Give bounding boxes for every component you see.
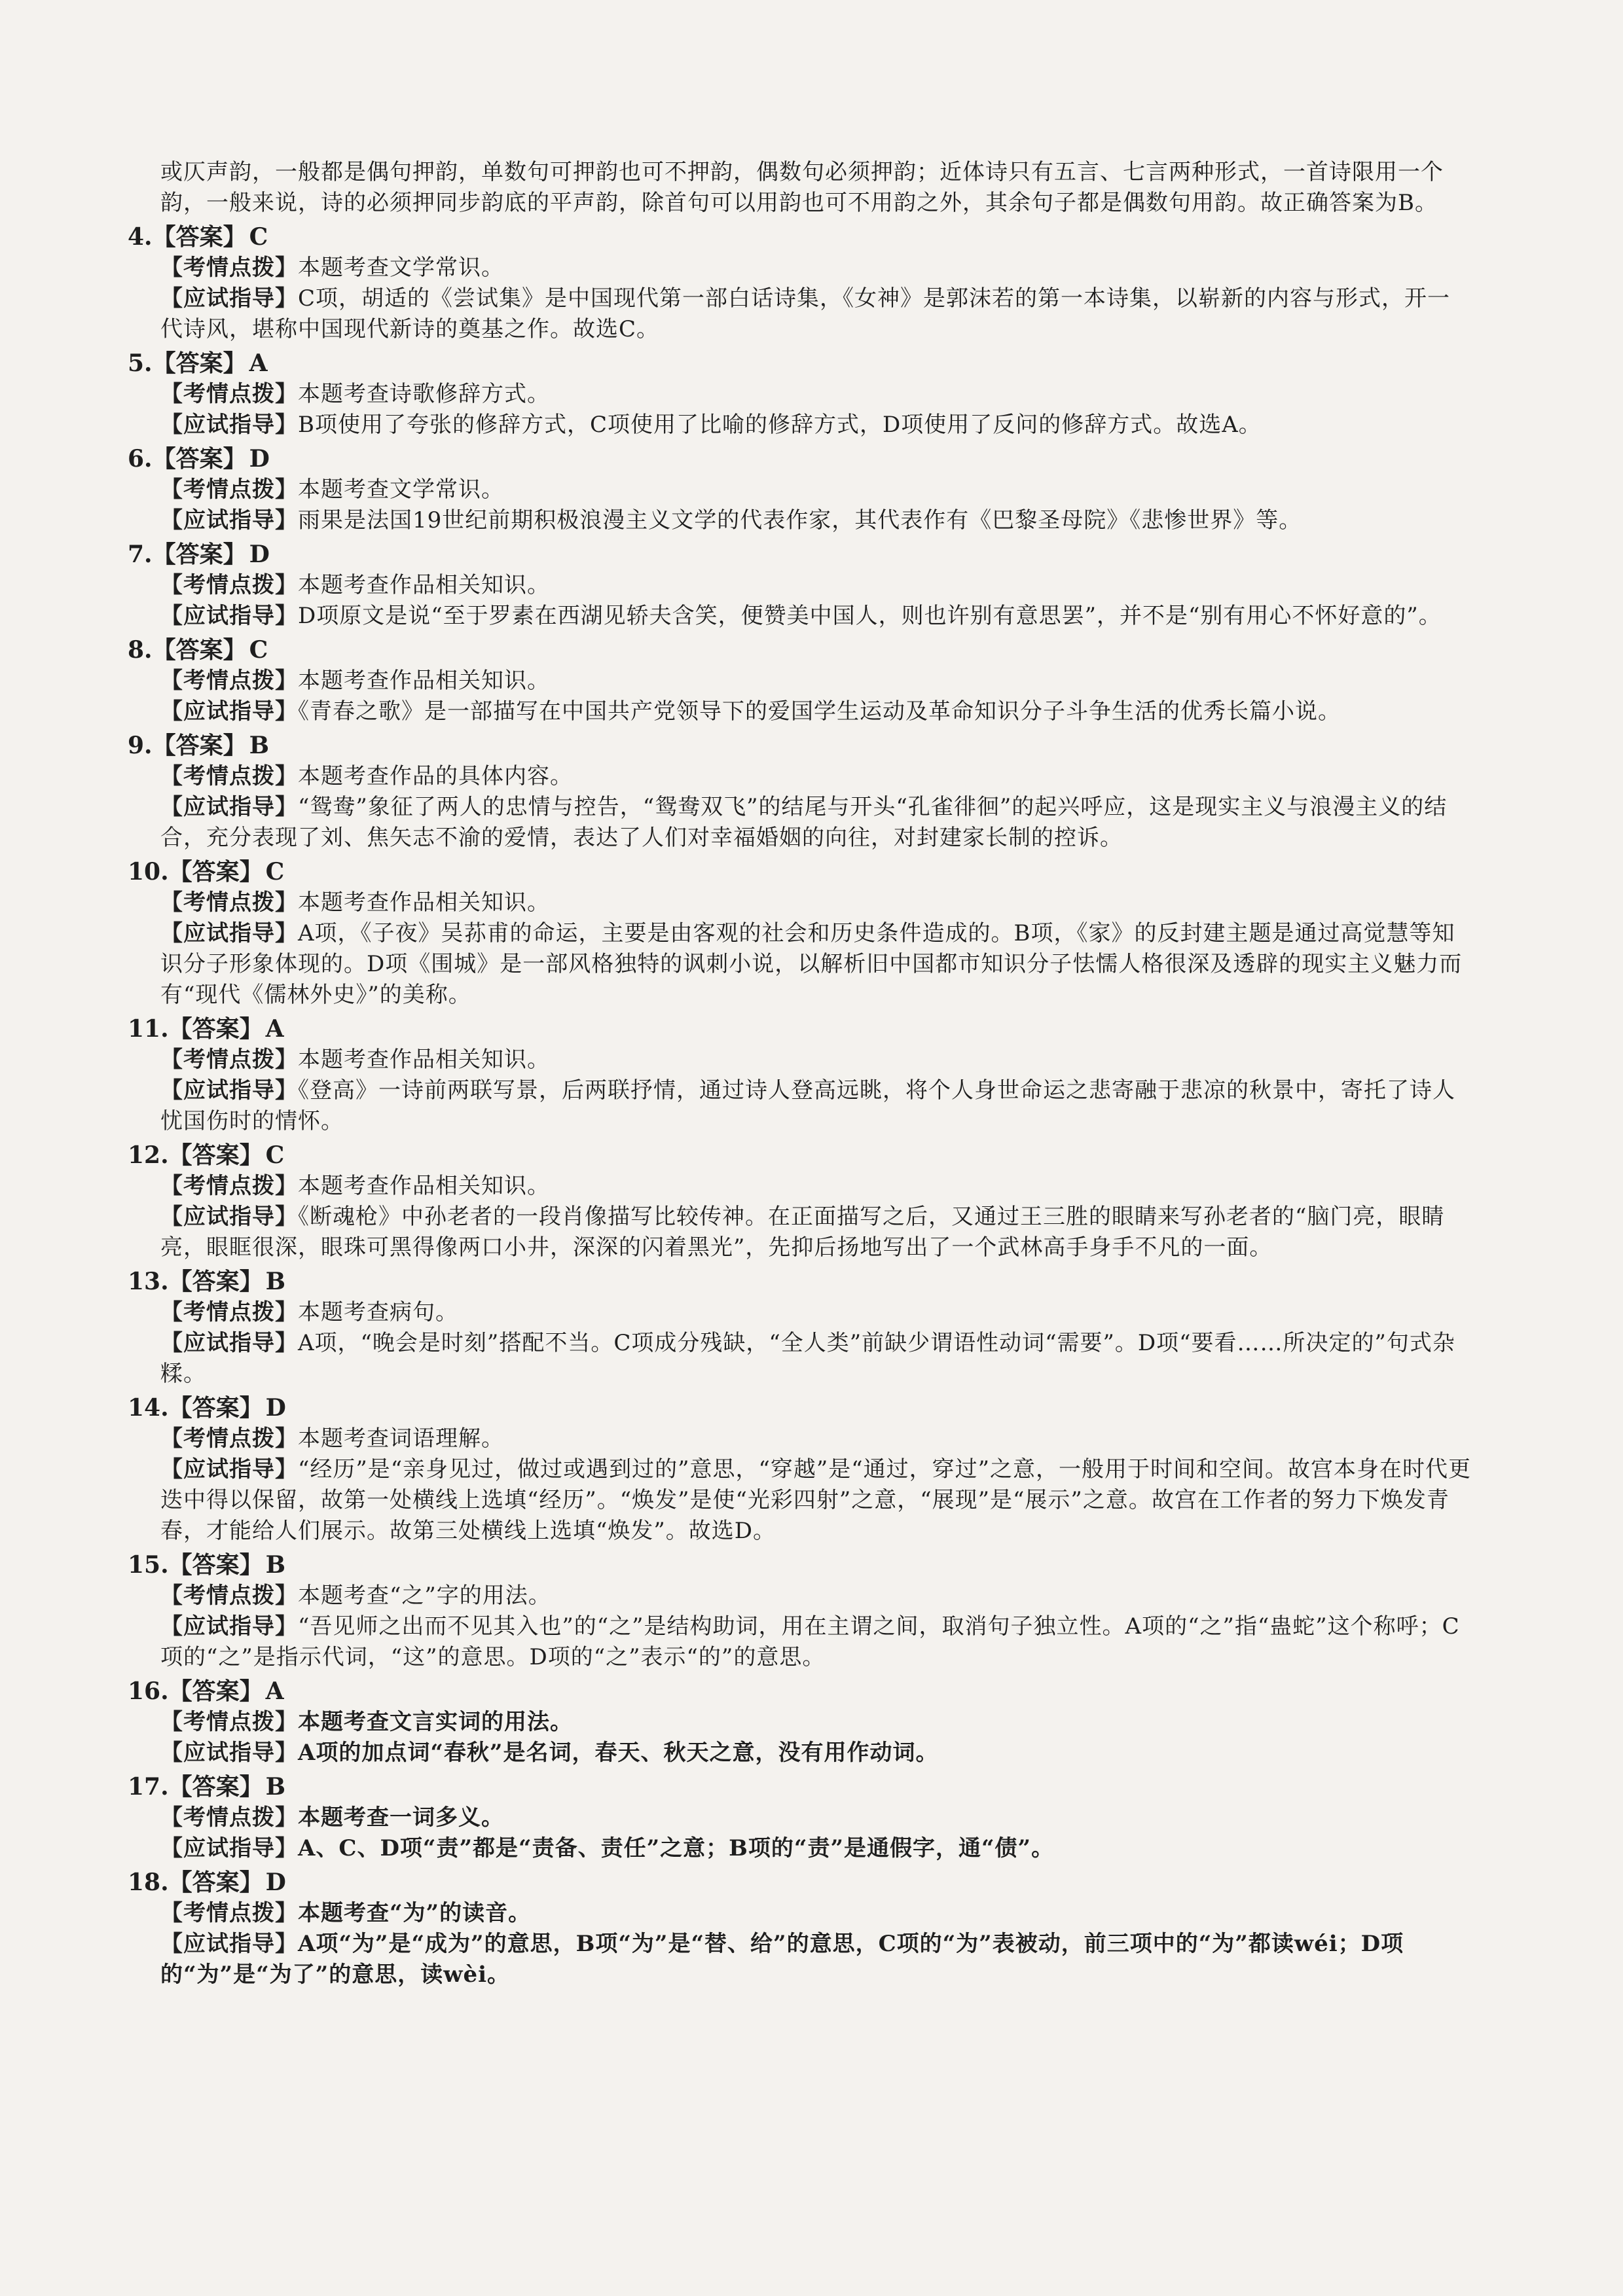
- guidance-label: 【应试指导】: [160, 920, 298, 946]
- answer-line: [128, 221, 1472, 253]
- exam-point-label: 【考情点拨】: [160, 889, 298, 916]
- answer-value: B: [265, 1551, 286, 1579]
- answer-label: 【答案】: [168, 1551, 263, 1579]
- guidance-row: [128, 792, 1472, 853]
- question-number: 17.: [128, 1773, 169, 1801]
- guidance-text: A项“为”是“成为”的意思，B项“为”是“替、给”的意思，C项的“为”表被动，前三项中的“为”都读wéi；D项的“为”是“为了”的意思，读wèi。: [160, 1931, 1404, 1988]
- exam-point-row: [128, 1171, 1472, 1202]
- guidance-text: A项的加点词“春秋”是名词，春天、秋天之意，没有用作动词。: [298, 1740, 939, 1766]
- answer-value: C: [249, 223, 268, 251]
- answer-value: B: [265, 1773, 286, 1801]
- answer-list: [128, 221, 1472, 1990]
- question-number: 8.: [128, 636, 153, 664]
- answer-label: 【答案】: [152, 732, 247, 759]
- answer-value: D: [249, 541, 270, 568]
- exam-point-row: [128, 379, 1472, 410]
- guidance-label: 【应试指导】: [160, 1456, 298, 1482]
- answer-line: [128, 1013, 1472, 1045]
- answer-item: [128, 730, 1472, 853]
- question-number: 14.: [128, 1394, 169, 1422]
- answer-label: 【答案】: [168, 1869, 263, 1896]
- question-number: 16.: [128, 1677, 169, 1705]
- guidance-label: 【应试指导】: [160, 1740, 298, 1766]
- intro-text: 或仄声韵，一般都是偶句押韵，单数句可押韵也可不押韵，偶数句必须押韵；近体诗只有五言、七言两种形式，一首诗限用一个韵，一般来说，诗的必须押同步韵底的平声韵，除首句可以用韵也可不用韵之外，其余句子都是偶数句用韵。故正确答案为B。: [160, 159, 1444, 216]
- guidance-row: [128, 1929, 1472, 1990]
- guidance-label: 【应试指导】: [160, 285, 298, 312]
- guidance-text: A、C、D项“责”都是“责备、责任”之意；B项的“责”是通假字，通“债”。: [298, 1835, 1055, 1861]
- answer-label: 【答案】: [152, 350, 247, 377]
- answer-value: B: [249, 732, 270, 759]
- guidance-row: [128, 505, 1472, 536]
- question-number: 5.: [128, 350, 153, 377]
- answer-line: [128, 443, 1472, 475]
- exam-point-label: 【考情点拨】: [160, 381, 298, 407]
- exam-point-text: 本题考查作品相关知识。: [298, 1173, 550, 1199]
- answer-item: [128, 1013, 1472, 1137]
- answer-line: [128, 1867, 1472, 1898]
- answer-label: 【答案】: [152, 636, 247, 664]
- exam-point-text: 本题考查作品相关知识。: [298, 668, 550, 694]
- answer-item: [128, 1139, 1472, 1263]
- exam-point-text: 本题考查作品相关知识。: [298, 889, 550, 916]
- guidance-label: 【应试指导】: [160, 1835, 298, 1861]
- exam-point-text: 本题考查作品相关知识。: [298, 572, 550, 598]
- answer-label: 【答案】: [168, 1268, 263, 1295]
- guidance-text: 《青春之歌》是一部描写在中国共产党领导下的爱国学生运动及革命知识分子斗争生活的优秀长篇小说。: [298, 698, 1341, 725]
- answer-line: [128, 730, 1472, 761]
- guidance-row: [128, 918, 1472, 1011]
- exam-point-label: 【考情点拨】: [160, 668, 298, 694]
- exam-point-label: 【考情点拨】: [160, 1804, 298, 1831]
- exam-point-text: 本题考查作品的具体内容。: [298, 763, 573, 789]
- guidance-row: [128, 1611, 1472, 1673]
- exam-point-text: 本题考查作品相关知识。: [298, 1047, 550, 1073]
- exam-point-label: 【考情点拨】: [160, 1299, 298, 1325]
- guidance-label: 【应试指导】: [160, 794, 298, 820]
- answer-item: [128, 348, 1472, 440]
- answer-line: [128, 539, 1472, 570]
- guidance-label: 【应试指导】: [160, 507, 298, 533]
- exam-point-row: [128, 253, 1472, 283]
- exam-point-row: [128, 570, 1472, 601]
- guidance-row: [128, 410, 1472, 440]
- guidance-text: A项，《子夜》吴荪甫的命运，主要是由客观的社会和历史条件造成的。B项，《家》的反封建主题是通过高觉慧等知识分子形象体现的。D项《围城》是一部风格独特的讽刺小说，以解析旧中国都市知识分子怯懦人格很深及透辟的现实主义魅力而有“现代《儒林外史》”的美称。: [160, 920, 1463, 1008]
- answer-value: A: [249, 350, 268, 377]
- answer-value: D: [265, 1394, 286, 1422]
- exam-point-row: [128, 1424, 1472, 1454]
- answer-line: [128, 634, 1472, 666]
- guidance-row: [128, 1202, 1472, 1263]
- guidance-row: [128, 1454, 1472, 1547]
- answer-label: 【答案】: [168, 1394, 263, 1422]
- guidance-row: [128, 283, 1472, 345]
- guidance-label: 【应试指导】: [160, 1077, 298, 1103]
- exam-point-label: 【考情点拨】: [160, 1709, 298, 1735]
- answer-item: [128, 634, 1472, 727]
- guidance-label: 【应试指导】: [160, 603, 298, 629]
- answer-item: [128, 1266, 1472, 1390]
- exam-point-text: 本题考查文学常识。: [298, 255, 504, 281]
- exam-point-label: 【考情点拨】: [160, 1900, 298, 1926]
- exam-point-text: 本题考查病句。: [298, 1299, 458, 1325]
- guidance-text: B项使用了夸张的修辞方式，C项使用了比喻的修辞方式，D项使用了反问的修辞方式。故选A。: [298, 412, 1262, 438]
- exam-point-text: 本题考查文学常识。: [298, 476, 504, 503]
- guidance-row: [128, 1328, 1472, 1390]
- exam-point-text: 本题考查“为”的读音。: [298, 1900, 532, 1926]
- exam-point-label: 【考情点拨】: [160, 1173, 298, 1199]
- guidance-text: C项，胡适的《尝试集》是中国现代第一部白话诗集，《女神》是郭沫若的第一本诗集，以崭新的内容与形式，开一代诗风，堪称中国现代新诗的奠基之作。故选C。: [160, 285, 1451, 342]
- answer-value: C: [265, 1141, 285, 1169]
- guidance-row: [128, 1075, 1472, 1137]
- guidance-text: A项，“晚会是时刻”搭配不当。C项成分残缺，“全人类”前缺少谓语性动词“需要”。D项“要看……所决定的”句式杂糅。: [160, 1330, 1455, 1387]
- exam-point-label: 【考情点拨】: [160, 476, 298, 503]
- guidance-row: [128, 696, 1472, 727]
- answer-item: [128, 1549, 1472, 1673]
- question-number: 4.: [128, 223, 153, 251]
- answer-line: [128, 856, 1472, 888]
- exam-point-label: 【考情点拨】: [160, 255, 298, 281]
- question-number: 7.: [128, 541, 153, 568]
- guidance-label: 【应试指导】: [160, 1204, 298, 1230]
- exam-point-row: [128, 1581, 1472, 1611]
- guidance-text: 《断魂枪》中孙老者的一段肖像描写比较传神。在正面描写之后，又通过王三胜的眼睛来写孙老者的“脑门亮，眼睛亮，眼眶很深，眼珠可黑得像两口小井，深深的闪着黑光”，先抑后扬地写出了一个武林高手身手不凡的一面。: [160, 1204, 1445, 1261]
- answer-item: [128, 856, 1472, 1011]
- exam-point-row: [128, 1803, 1472, 1833]
- answer-label: 【答案】: [152, 541, 247, 568]
- answer-item: [128, 1676, 1472, 1768]
- answer-value: D: [249, 445, 270, 473]
- answer-value: A: [265, 1677, 284, 1705]
- answer-line: [128, 1771, 1472, 1803]
- guidance-label: 【应试指导】: [160, 698, 298, 725]
- exam-point-text: 本题考查“之”字的用法。: [298, 1583, 551, 1609]
- answer-item: [128, 1392, 1472, 1547]
- exam-point-label: 【考情点拨】: [160, 763, 298, 789]
- guidance-row: [128, 1833, 1472, 1864]
- exam-point-label: 【考情点拨】: [160, 1426, 298, 1452]
- exam-point-label: 【考情点拨】: [160, 1583, 298, 1609]
- answer-line: [128, 348, 1472, 379]
- question-number: 18.: [128, 1869, 169, 1896]
- exam-point-row: [128, 1707, 1472, 1738]
- question-number: 12.: [128, 1141, 169, 1169]
- answer-value: C: [265, 858, 285, 886]
- guidance-text: “鸳鸯”象征了两人的忠情与控告，“鸳鸯双飞”的结尾与开头“孔雀徘徊”的起兴呼应，这是现实主义与浪漫主义的结合，充分表现了刘、焦矢志不渝的爱情，表达了人们对幸福婚姻的向往，对封建家长制的控诉。: [160, 794, 1448, 851]
- guidance-row: [128, 1738, 1472, 1768]
- answer-label: 【答案】: [168, 1677, 263, 1705]
- exam-point-label: 【考情点拨】: [160, 1047, 298, 1073]
- answer-item: [128, 443, 1472, 536]
- answer-label: 【答案】: [168, 1141, 263, 1169]
- guidance-text: 《登高》一诗前两联写景，后两联抒情，通过诗人登高远眺，将个人身世命运之悲寄融于悲凉的秋景中，寄托了诗人忧国伤时的情怀。: [160, 1077, 1455, 1134]
- exam-point-text: 本题考查词语理解。: [298, 1426, 504, 1452]
- exam-point-row: [128, 475, 1472, 505]
- exam-point-text: 本题考查一词多义。: [298, 1804, 504, 1831]
- answer-line: [128, 1549, 1472, 1581]
- answer-item: [128, 1867, 1472, 1990]
- exam-point-row: [128, 888, 1472, 918]
- answer-line: [128, 1139, 1472, 1171]
- exam-point-text: 本题考查文言实词的用法。: [298, 1709, 573, 1735]
- exam-point-row: [128, 1898, 1472, 1929]
- exam-point-label: 【考情点拨】: [160, 572, 298, 598]
- answer-label: 【答案】: [152, 445, 247, 473]
- intro-paragraph: [128, 157, 1472, 219]
- guidance-label: 【应试指导】: [160, 1330, 298, 1356]
- guidance-label: 【应试指导】: [160, 412, 298, 438]
- question-number: 10.: [128, 858, 169, 886]
- answer-value: C: [249, 636, 268, 664]
- guidance-text: D项原文是说“至于罗素在西湖见轿夫含笑，便赞美中国人，则也许别有意思罢”，并不是“别有用心不怀好意的”。: [298, 603, 1442, 629]
- question-number: 6.: [128, 445, 153, 473]
- answer-label: 【答案】: [168, 858, 263, 886]
- answer-line: [128, 1676, 1472, 1707]
- answer-label: 【答案】: [168, 1773, 263, 1801]
- exam-point-row: [128, 1297, 1472, 1328]
- guidance-text: 雨果是法国19世纪前期积极浪漫主义文学的代表作家，其代表作有《巴黎圣母院》《悲惨世界》等。: [298, 507, 1302, 533]
- question-number: 9.: [128, 732, 153, 759]
- exam-point-row: [128, 761, 1472, 792]
- guidance-text: “吾见师之出而不见其入也”的“之”是结构助词，用在主谓之间，取消句子独立性。A项的“之”指“蛊蛇”这个称呼；C项的“之”是指示代词，“这”的意思。D项的“之”表示“的”的意思。: [160, 1613, 1460, 1670]
- question-number: 15.: [128, 1551, 169, 1579]
- answer-value: B: [265, 1268, 286, 1295]
- answer-label: 【答案】: [168, 1015, 263, 1043]
- question-number: 13.: [128, 1268, 169, 1295]
- answer-item: [128, 539, 1472, 632]
- guidance-row: [128, 601, 1472, 632]
- answer-line: [128, 1392, 1472, 1424]
- guidance-label: 【应试指导】: [160, 1613, 298, 1640]
- guidance-text: “经历”是“亲身见过，做过或遇到过的”意思，“穿越”是“通过，穿过”之意，一般用于时间和空间。故宫本身在时代更迭中得以保留，故第一处横线上选填“经历”。“焕发”是使“光彩四射”之意，“展现”是“展示”之意。故宫在工作者的努力下焕发青春，才能给人们展示。故第三处横线上选填“焕发”。故选D。: [160, 1456, 1472, 1544]
- answer-value: A: [265, 1015, 284, 1043]
- answer-line: [128, 1266, 1472, 1297]
- exam-point-text: 本题考查诗歌修辞方式。: [298, 381, 550, 407]
- exam-point-row: [128, 666, 1472, 696]
- question-number: 11.: [128, 1015, 169, 1043]
- answer-item: [128, 221, 1472, 345]
- answer-label: 【答案】: [152, 223, 247, 251]
- answer-value: D: [265, 1869, 286, 1896]
- exam-point-row: [128, 1045, 1472, 1075]
- guidance-label: 【应试指导】: [160, 1931, 298, 1957]
- answer-item: [128, 1771, 1472, 1864]
